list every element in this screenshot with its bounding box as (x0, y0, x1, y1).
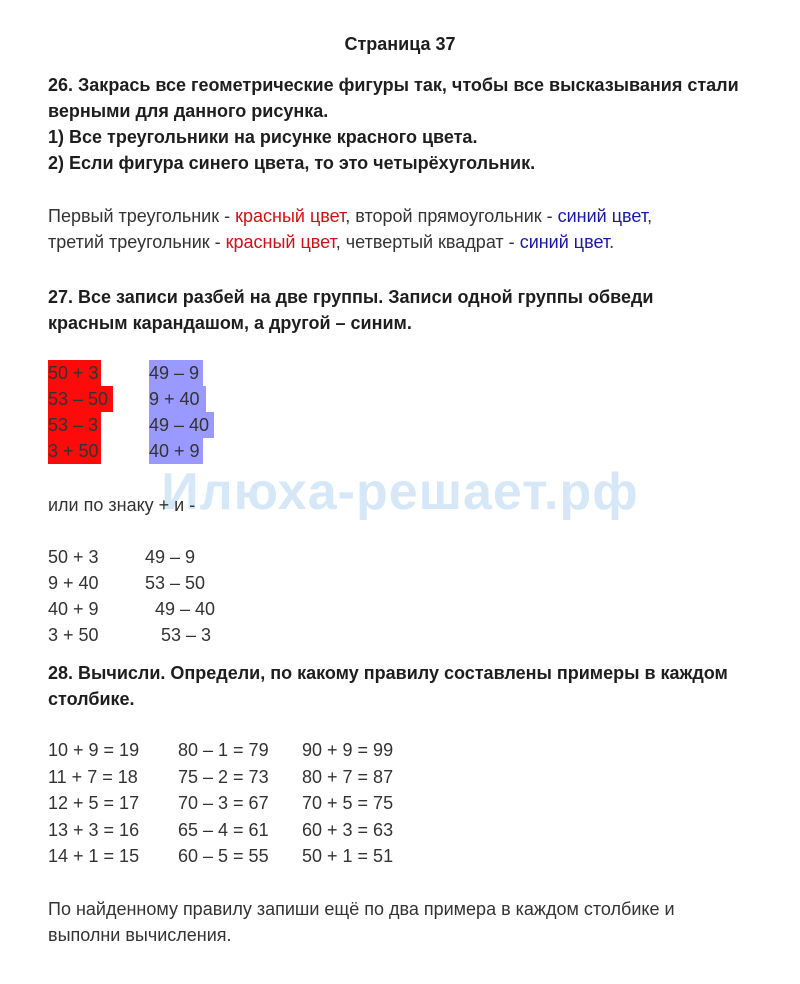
minus-group-item: 49 – 40 (155, 599, 216, 619)
equation: 70 – 3 = 67 (178, 793, 269, 813)
answer-blue-color: синий цвет (519, 232, 610, 252)
page-title: Страница 37 (344, 34, 456, 54)
plus-group-item: 9 + 40 (48, 573, 99, 593)
equation-column-2 (178, 737, 269, 870)
minus-group-item: 49 – 9 (145, 547, 196, 567)
red-group (48, 360, 248, 464)
watermark: Илюха-решает.рф (161, 463, 639, 521)
task-26-heading-line: верными для данного рисунка. (48, 101, 329, 121)
equation: 80 + 7 = 87 (302, 766, 394, 787)
task-26-answer (48, 203, 768, 255)
task-26-answer-line-1 (48, 203, 768, 229)
answer-blue-color: синий цвет (557, 206, 648, 226)
alt-grouping-label: или по знаку + и - (48, 495, 196, 515)
equation: 75 – 2 = 73 (178, 766, 269, 787)
equation: 12 + 5 = 17 (48, 793, 140, 813)
task-26-heading (48, 72, 768, 176)
blue-group-item: 49 – 9 (149, 360, 203, 386)
task-28-footer-line: По найденному правилу запиши ещё по два примера в каждом столбике и (48, 899, 675, 919)
blue-group-item: 40 + 9 (149, 438, 203, 464)
task-26-answer-line-2 (48, 229, 768, 255)
equation: 70 + 5 = 75 (302, 793, 394, 813)
equation: 65 – 4 = 61 (178, 819, 269, 840)
answer-red-color: красный цвет (225, 232, 336, 252)
equation-column-3 (302, 737, 393, 870)
equation: 80 – 1 = 79 (178, 740, 269, 760)
equation: 60 – 5 = 55 (178, 846, 269, 866)
task-27-heading (48, 284, 768, 336)
red-group-item: 3 + 50 (48, 438, 101, 464)
answer-text: , (647, 206, 653, 226)
task-28-heading (48, 660, 768, 712)
plus-group-item: 40 + 9 (48, 599, 99, 619)
task-28-heading-line: столбике. (48, 689, 135, 709)
task-27-heading-line: 27. Все записи разбей на две группы. Записи одной группы обведи (48, 287, 654, 307)
equation: 60 + 3 = 63 (302, 819, 394, 840)
equation: 13 + 3 = 16 (48, 819, 140, 840)
equation: 10 + 9 = 19 (48, 740, 140, 760)
red-group-item: 53 – 3 (48, 412, 101, 438)
answer-red-color: красный цвет (235, 206, 346, 226)
plus-group-item: 50 + 3 (48, 547, 99, 567)
red-group-item: 50 + 3 (48, 360, 101, 386)
minus-group-item: 53 – 3 (161, 625, 212, 645)
answer-text: . (609, 232, 615, 252)
equation: 50 + 1 = 51 (302, 846, 394, 866)
blue-group-item: 49 – 40 (149, 412, 214, 438)
answer-text: , второй прямоугольник - (345, 206, 558, 226)
equation: 14 + 1 = 15 (48, 846, 140, 866)
task-28-footer-line: выполни вычисления. (48, 925, 232, 945)
answer-text: третий треугольник - (48, 232, 226, 252)
red-group-item: 53 – 50 (48, 386, 113, 412)
task-27-heading-line: красным карандашом, а другой – синим. (48, 313, 412, 333)
equation: 90 + 9 = 99 (302, 740, 394, 760)
answer-text: , четвертый квадрат - (335, 232, 520, 252)
minus-group-item: 53 – 50 (145, 573, 206, 593)
answer-text: Первый треугольник - (48, 206, 236, 226)
plus-group-item: 3 + 50 (48, 625, 99, 645)
equation-column-1 (48, 737, 139, 870)
equation: 11 + 7 = 18 (48, 766, 138, 787)
task-28-footer (48, 896, 768, 948)
blue-group-item: 9 + 40 (149, 386, 206, 412)
sign-grouping (48, 544, 268, 648)
task-26-heading-line: 1) Все треугольники на рисунке красного цвета. (48, 127, 478, 147)
task-26-heading-line: 26. Закрась все геометрические фигуры так, чтобы все высказывания стали (48, 75, 739, 95)
task-26-heading-line: 2) Если фигура синего цвета, то это четырёхугольник. (48, 153, 536, 173)
task-28-heading-line: 28. Вычисли. Определи, по какому правилу составлены примеры в каждом (48, 663, 728, 683)
